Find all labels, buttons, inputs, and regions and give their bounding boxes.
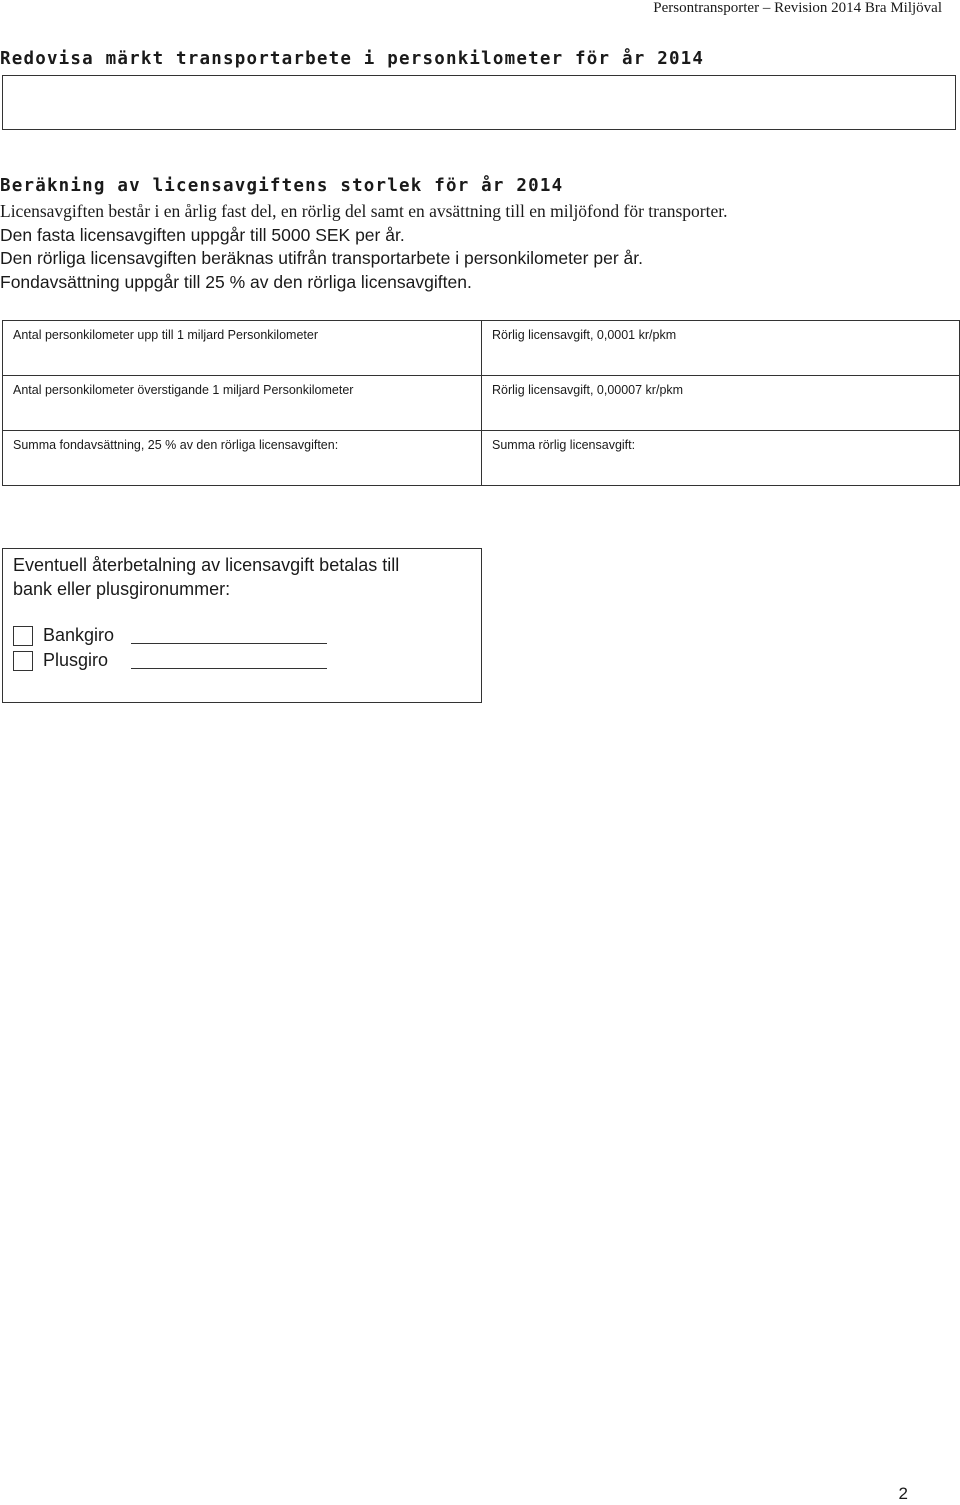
fee-cell[interactable]: Antal personkilometer upp till 1 miljard Personkilometer [3, 321, 482, 376]
table-row [3, 431, 960, 486]
fee-cell[interactable]: Antal personkilometer överstigande 1 miljard Personkilometer [3, 376, 482, 431]
running-header: Persontransporter – Revision 2014 Bra Miljöval [653, 0, 942, 16]
table-row [3, 321, 960, 376]
fee-cell[interactable]: Rörlig licensavgift, 0,00007 kr/pkm [482, 376, 960, 431]
page-number: 2 [898, 1484, 908, 1503]
table-row [3, 376, 960, 431]
refund-title [13, 553, 471, 601]
description-line-1: Licensavgiften består i en årlig fast del, en rörlig del samt en avsättning till en miljöfond för transporter. [0, 201, 728, 221]
description-line-4: Fondavsättning uppgår till 25 % av den rörliga licensavgiften. [0, 271, 472, 292]
person-km-input-box[interactable] [2, 75, 956, 130]
refund-option-bankgiro [13, 623, 471, 648]
plusgiro-number-field[interactable] [131, 652, 327, 669]
fee-description [0, 200, 728, 294]
fee-table [2, 320, 960, 486]
section-title-fee-calculation: Beräkning av licensavgiftens storlek för år 2014 [0, 176, 564, 196]
fee-cell[interactable]: Summa fondavsättning, 25 % av den rörliga licensavgiften: [3, 431, 482, 486]
section-title-report: Redovisa märkt transportarbete i personkilometer för år 2014 [0, 49, 705, 69]
refund-title-line-2: bank eller plusgironummer: [13, 579, 231, 599]
bankgiro-label: Bankgiro [43, 625, 115, 645]
description-line-3: Den rörliga licensavgiften beräknas utifrån transportarbete i personkilometer per år. [0, 248, 643, 269]
refund-title-line-1: Eventuell återbetalning av licensavgift betalas till [13, 555, 400, 575]
refund-box [2, 548, 482, 703]
plusgiro-checkbox[interactable] [13, 651, 33, 671]
refund-option-plusgiro [13, 648, 471, 673]
bankgiro-checkbox[interactable] [13, 626, 33, 646]
description-line-2: Den fasta licensavgiften uppgår till 5000 SEK per år. [0, 224, 405, 245]
bankgiro-number-field[interactable] [131, 627, 327, 644]
plusgiro-label: Plusgiro [43, 650, 109, 670]
fee-cell[interactable]: Summa rörlig licensavgift: [482, 431, 960, 486]
fee-cell[interactable]: Rörlig licensavgift, 0,0001 kr/pkm [482, 321, 960, 376]
